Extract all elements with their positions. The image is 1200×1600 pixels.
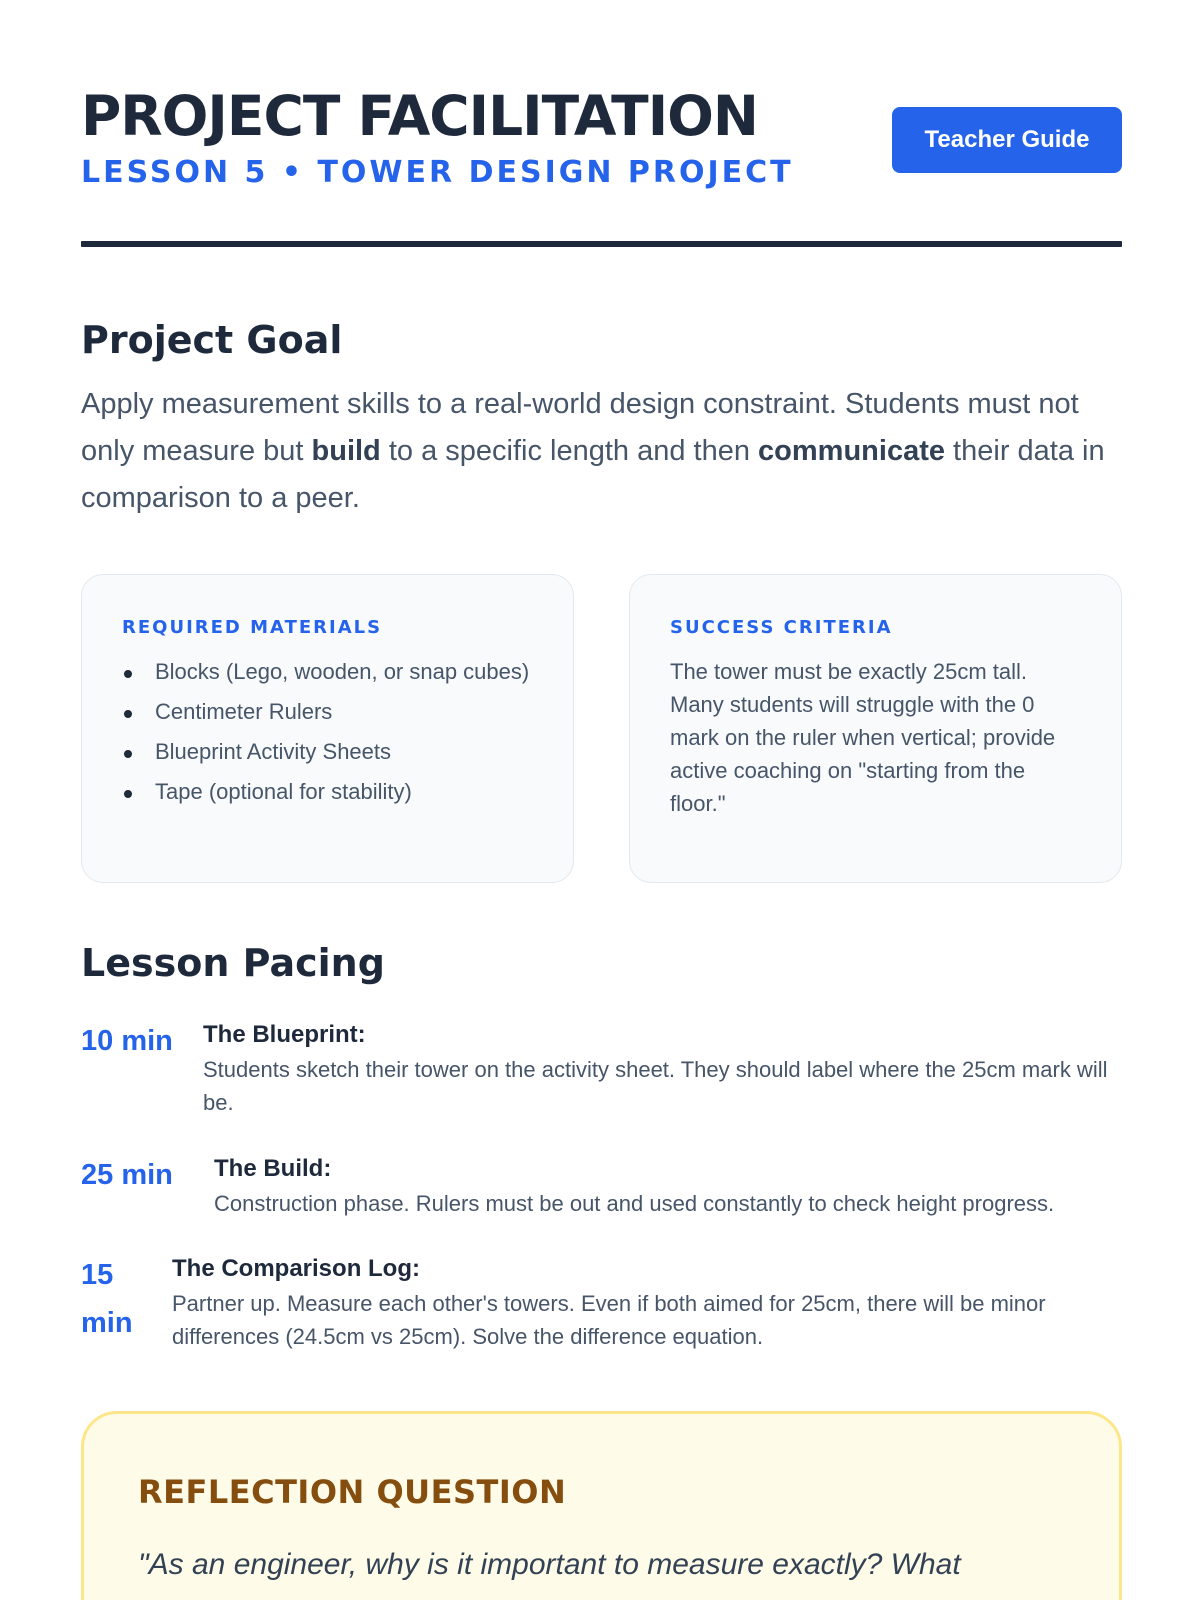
pacing-step-desc: Partner up. Measure each other's towers. Even if both aimed for 25cm, there will be minor differences (24.5cm vs 25cm). Solve the difference equation.	[172, 1291, 1046, 1349]
material-item: Blueprint Activity Sheets	[122, 735, 533, 769]
pacing-time: 15 min	[81, 1259, 133, 1339]
header-divider	[81, 241, 1122, 247]
pacing-time: 10 min	[81, 1025, 173, 1057]
goal-emphasis-build: build	[311, 435, 381, 467]
material-item: Blocks (Lego, wooden, or snap cubes)	[122, 655, 533, 689]
criteria-text: The tower must be exactly 25cm tall. Many students will struggle with the 0 mark on the ruler when vertical; provide active coaching on "starting from the floor."	[670, 659, 1056, 816]
pacing-step-title: The Comparison Log:	[172, 1255, 420, 1282]
material-item: Centimeter Rulers	[122, 695, 533, 729]
pacing-time: 25 min	[81, 1159, 173, 1191]
goal-text-part: to a specific length and then	[380, 435, 759, 467]
lesson-subtitle: LESSON 5 • TOWER DESIGN PROJECT	[81, 155, 794, 190]
materials-label: REQUIRED MATERIALS	[122, 617, 383, 638]
page-title: PROJECT FACILITATION	[81, 84, 758, 148]
pacing-step-desc: Students sketch their tower on the activity sheet. They should label where the 25cm mark will be.	[203, 1057, 1108, 1115]
page-header	[81, 84, 1122, 244]
pacing-step-body	[203, 1017, 1122, 1119]
pacing-step-title: The Build:	[214, 1155, 332, 1182]
criteria-card	[629, 574, 1122, 883]
lesson-page	[81, 0, 1122, 1600]
pacing-step-desc: Construction phase. Rulers must be out and used constantly to check height progress.	[214, 1191, 1055, 1216]
project-goal-heading: Project Goal	[81, 318, 343, 362]
teacher-guide-button[interactable]: Teacher Guide	[892, 107, 1122, 173]
material-item: Tape (optional for stability)	[122, 775, 533, 809]
materials-card	[81, 574, 574, 883]
reflection-question: "As an engineer, why is it important to measure exactly? What	[138, 1548, 961, 1581]
reflection-card	[81, 1411, 1122, 1600]
goal-text-part: their data in comparison to a peer.	[81, 435, 1105, 514]
pacing-step-body	[214, 1151, 1122, 1220]
reflection-title: REFLECTION QUESTION	[138, 1473, 567, 1511]
project-goal-text	[81, 381, 1122, 522]
goal-text-part: Apply measurement skills to a real-world design constraint. Students must not only measure but	[81, 388, 1079, 467]
pacing-step-title: The Blueprint:	[203, 1021, 366, 1048]
pacing-step-body	[172, 1251, 1122, 1353]
criteria-label: SUCCESS CRITERIA	[670, 617, 893, 638]
lesson-pacing-heading: Lesson Pacing	[81, 941, 385, 985]
materials-list	[122, 655, 533, 809]
goal-emphasis-communicate: communicate	[758, 435, 945, 467]
